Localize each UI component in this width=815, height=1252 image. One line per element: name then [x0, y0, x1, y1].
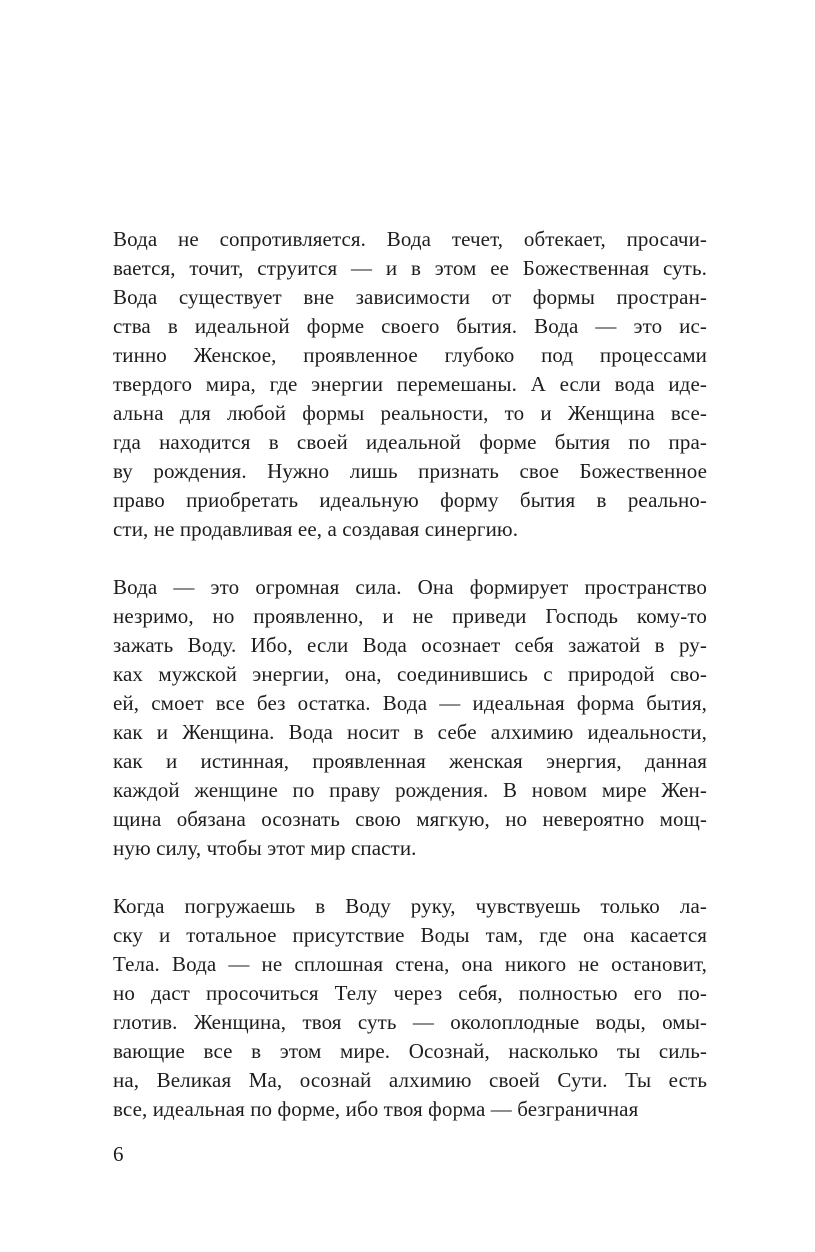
- text-line: альна для любой формы реальности, то и Женщина все-: [113, 401, 707, 425]
- text-line: гда находится в своей идеальной форме бытия по пра-: [113, 430, 707, 454]
- text-line: все, идеальная по форме, ибо твоя форма — безграничная: [113, 1097, 639, 1121]
- text-line: твердого мира, где энергии перемешаны. А если вода иде-: [113, 372, 707, 396]
- text-line: ную силу, чтобы этот мир спасти.: [113, 836, 417, 860]
- text-line: право приобретать идеальную форму бытия в реально-: [113, 488, 707, 512]
- text-line: но даст просочиться Телу через себя, полностью его по-: [113, 981, 707, 1005]
- text-line: Вода — это огромная сила. Она формирует пространство: [113, 575, 707, 599]
- text-line: ках мужской энергии, она, соединившись с природой сво-: [113, 662, 707, 686]
- text-line: тинно Женское, проявленное глубоко под процессами: [113, 343, 707, 367]
- text-line: щина обязана осознать свою мягкую, но невероятно мощ-: [113, 807, 707, 831]
- text-line: вается, точит, струится — и в этом ее Божественная суть.: [113, 256, 707, 280]
- text-line: Тела. Вода — не сплошная стена, она никого не остановит,: [113, 952, 707, 976]
- paragraph: [113, 225, 707, 544]
- text-line: ву рождения. Нужно лишь признать свое Божественное: [113, 459, 707, 483]
- text-line: ей, смоет все без остатка. Вода — идеальная форма бытия,: [113, 691, 707, 715]
- text-line: как и Женщина. Вода носит в себе алхимию идеальности,: [113, 720, 707, 744]
- text-line: Вода не сопротивляется. Вода течет, обтекает, просачи-: [113, 227, 707, 251]
- text-line: ства в идеальной форме своего бытия. Вода — это ис-: [113, 314, 707, 338]
- text-line: Когда погружаешь в Воду руку, чувствуешь только ла-: [113, 894, 707, 918]
- text-block: [113, 225, 707, 1124]
- text-line: зажать Воду. Ибо, если Вода осознает себя зажатой в ру-: [113, 633, 707, 657]
- text-line: сти, не продавливая ее, а создавая синергию.: [113, 517, 519, 541]
- paragraph: [113, 892, 707, 1124]
- text-line: глотив. Женщина, твоя суть — околоплодные воды, омы-: [113, 1010, 707, 1034]
- text-line: каждой женщине по праву рождения. В новом мире Жен-: [113, 778, 707, 802]
- text-line: как и истинная, проявленная женская энергия, данная: [113, 749, 707, 773]
- text-line: незримо, но проявленно, и не приведи Господь кому-то: [113, 604, 707, 628]
- text-line: Вода существует вне зависимости от формы простран-: [113, 285, 707, 309]
- page-number: 6: [113, 1142, 124, 1166]
- text-line: ску и тотальное присутствие Воды там, где она касается: [113, 923, 707, 947]
- paragraph: [113, 573, 707, 863]
- text-line: вающие все в этом мире. Осознай, насколько ты силь-: [113, 1039, 707, 1063]
- text-line: на, Великая Ма, осознай алхимию своей Сути. Ты есть: [113, 1068, 707, 1092]
